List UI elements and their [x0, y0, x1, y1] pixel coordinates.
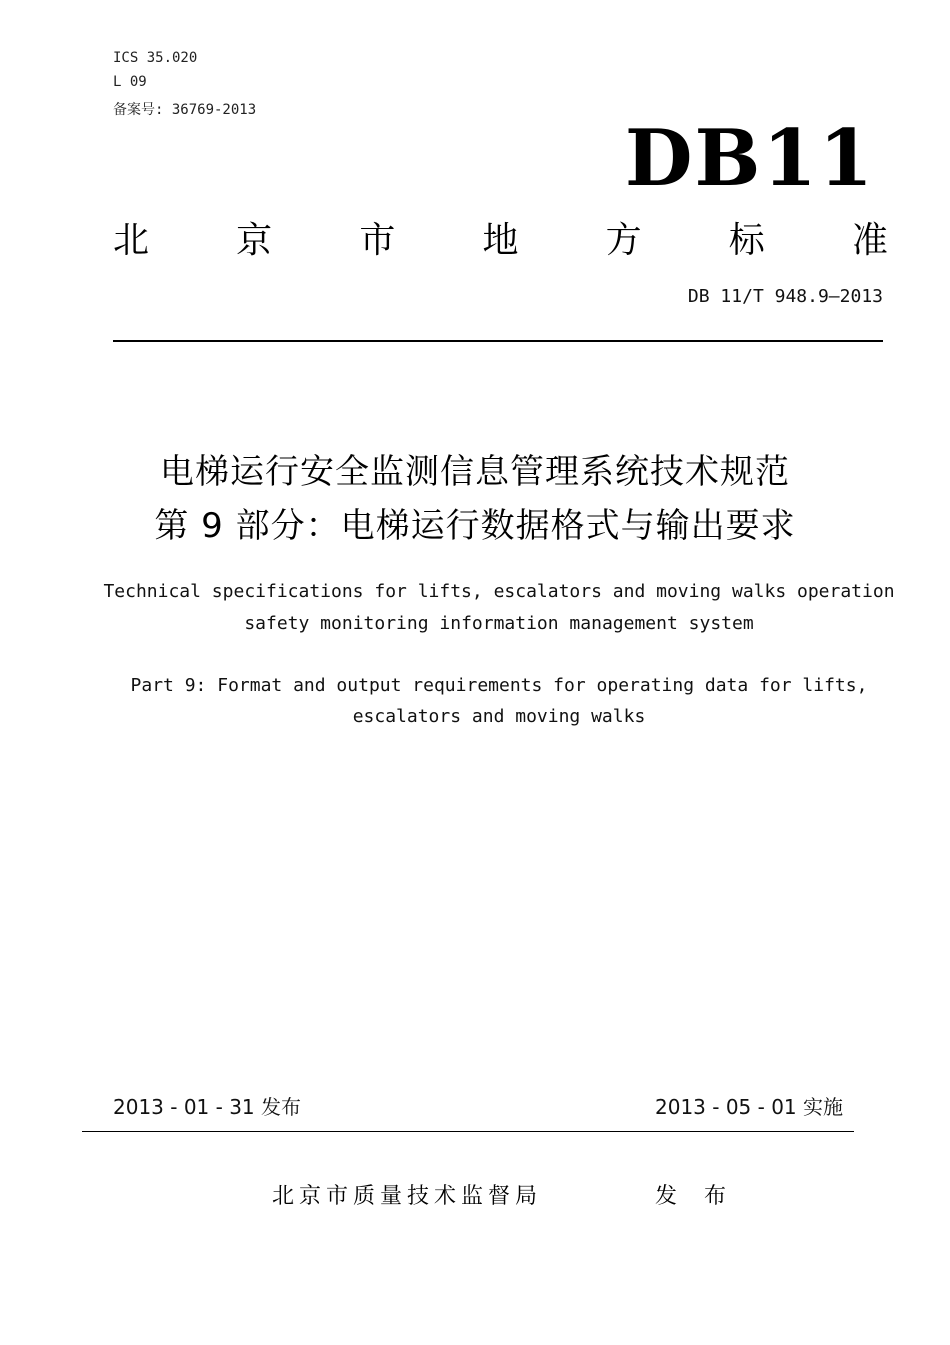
ics-code: ICS 35.020: [113, 50, 198, 66]
issue-date: 2013 - 01 - 31 发布: [113, 1095, 302, 1119]
standard-type-char: 地: [482, 220, 519, 261]
bottom-divider: [82, 1131, 854, 1132]
standard-type-char: 市: [359, 220, 396, 261]
classification-code: L 09: [113, 74, 147, 90]
title-en-line3: Part 9: Format and output requirements for operating data for lifts,: [130, 675, 868, 696]
record-number: 备案号: 36769-2013: [113, 102, 257, 118]
title-en-line4: escalators and moving walks: [352, 706, 646, 727]
publisher: 北京市质量技术监督局: [272, 1184, 543, 1209]
implementation-date: 2013 - 05 - 01 实施: [655, 1095, 844, 1119]
standard-type-char: 京: [236, 220, 273, 261]
top-divider: [113, 340, 883, 342]
title-cn-line2: 第 9 部分：电梯运行数据格式与输出要求: [154, 506, 796, 546]
db11-logo: DB11: [624, 113, 875, 204]
publish-label: 发 布: [655, 1184, 736, 1209]
title-en-line2: safety monitoring information management system: [244, 613, 754, 634]
standard-type-char: 准: [851, 220, 888, 261]
standard-number: DB 11/T 948.9—2013: [687, 286, 883, 307]
title-en-line1: Technical specifications for lifts, escalators and moving walks operation: [103, 581, 895, 602]
standard-type-char: 方: [605, 220, 642, 261]
standard-type: [113, 212, 888, 263]
standard-type-char: 北: [113, 220, 150, 261]
title-cn-line1: 电梯运行安全监测信息管理系统技术规范: [160, 452, 790, 492]
standard-type-char: 标: [728, 220, 765, 261]
